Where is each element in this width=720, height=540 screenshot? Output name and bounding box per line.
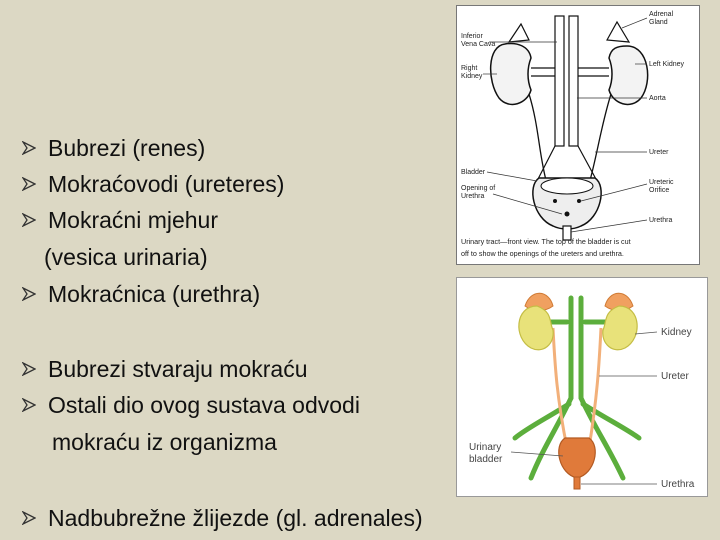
bullet-bladder: Mokraćni mjehur xyxy=(48,207,218,233)
arrow-bullet-icon xyxy=(22,177,36,191)
left-ureter xyxy=(589,94,611,184)
bullet-adrenal: Nadbubrežne žlijezde (gl. adrenales) xyxy=(48,505,423,531)
label-aorta: Aorta xyxy=(649,95,666,102)
label-urethra-color: Urethra xyxy=(661,479,695,490)
label-urinary: Urinary xyxy=(469,442,502,453)
label-vena-cava: Vena Cava xyxy=(461,41,496,48)
right-adrenal xyxy=(509,24,529,42)
arrow-bullet-icon xyxy=(22,362,36,376)
label-ureteric: Ureteric xyxy=(649,179,674,186)
arrow-bullet-icon xyxy=(22,141,36,155)
iliac-vessels xyxy=(537,146,597,181)
urinary-system-color-drawing xyxy=(457,278,707,496)
urinary-tract-line-diagram xyxy=(456,5,700,265)
bullet-kidneys-produce: Bubrezi stvaraju mokraću xyxy=(48,356,308,382)
arrow-bullet-icon xyxy=(22,287,36,301)
left-kidney xyxy=(609,46,648,104)
bladder-color xyxy=(559,438,595,478)
label-gland: Gland xyxy=(649,19,668,26)
arrow-bullet-icon xyxy=(22,213,36,227)
label-adrenal: Adrenal xyxy=(649,11,674,18)
urinary-tract-line-drawing xyxy=(457,6,699,264)
urethra-color xyxy=(574,477,580,489)
bullet-ureters: Mokraćovodi (ureteres) xyxy=(48,171,285,197)
vena-cava xyxy=(555,16,564,146)
label-bladder: Bladder xyxy=(461,169,486,176)
caption-line1: Urinary tract—front view. The top of the bladder is cut xyxy=(461,237,631,246)
label-left-kidney: Left Kidney xyxy=(649,61,685,68)
aorta xyxy=(569,16,578,146)
label-opening-of: Opening of xyxy=(461,185,496,192)
right-ureter xyxy=(529,94,547,184)
bullet-rest-continuation: mokraću iz organizma xyxy=(52,429,277,455)
left-adrenal xyxy=(607,22,629,42)
bullet-rest-of-system: Ostali dio ovog sustava odvodi xyxy=(48,392,360,418)
arrow-bullet-icon xyxy=(22,398,36,412)
urinary-system-color-diagram xyxy=(456,277,708,497)
bladder-cut-top xyxy=(541,178,593,194)
label-orifice: Orifice xyxy=(649,187,670,194)
caption-line2: off to show the openings of the ureters and urethra. xyxy=(461,249,624,258)
label-urethra-right: Urethra xyxy=(649,217,673,224)
label-ureter: Ureter xyxy=(649,149,669,156)
bullet-kidneys: Bubrezi (renes) xyxy=(48,135,206,161)
label-inferior: Inferior xyxy=(461,33,483,40)
label-kidney-color: Kidney xyxy=(661,327,692,338)
left-kidney-color xyxy=(603,306,637,350)
label-urethra: Urethra xyxy=(461,193,485,200)
right-kidney-color xyxy=(519,306,553,350)
bullet-bladder-continuation: (vesica urinaria) xyxy=(44,244,208,270)
label-right: Right xyxy=(461,65,478,72)
label-bladder-color: bladder xyxy=(469,454,503,465)
label-right-kidney: Kidney xyxy=(461,73,483,80)
arrow-bullet-icon xyxy=(22,511,36,525)
bullet-urethra: Mokraćnica (urethra) xyxy=(48,281,261,307)
label-ureter-color: Ureter xyxy=(661,371,689,382)
